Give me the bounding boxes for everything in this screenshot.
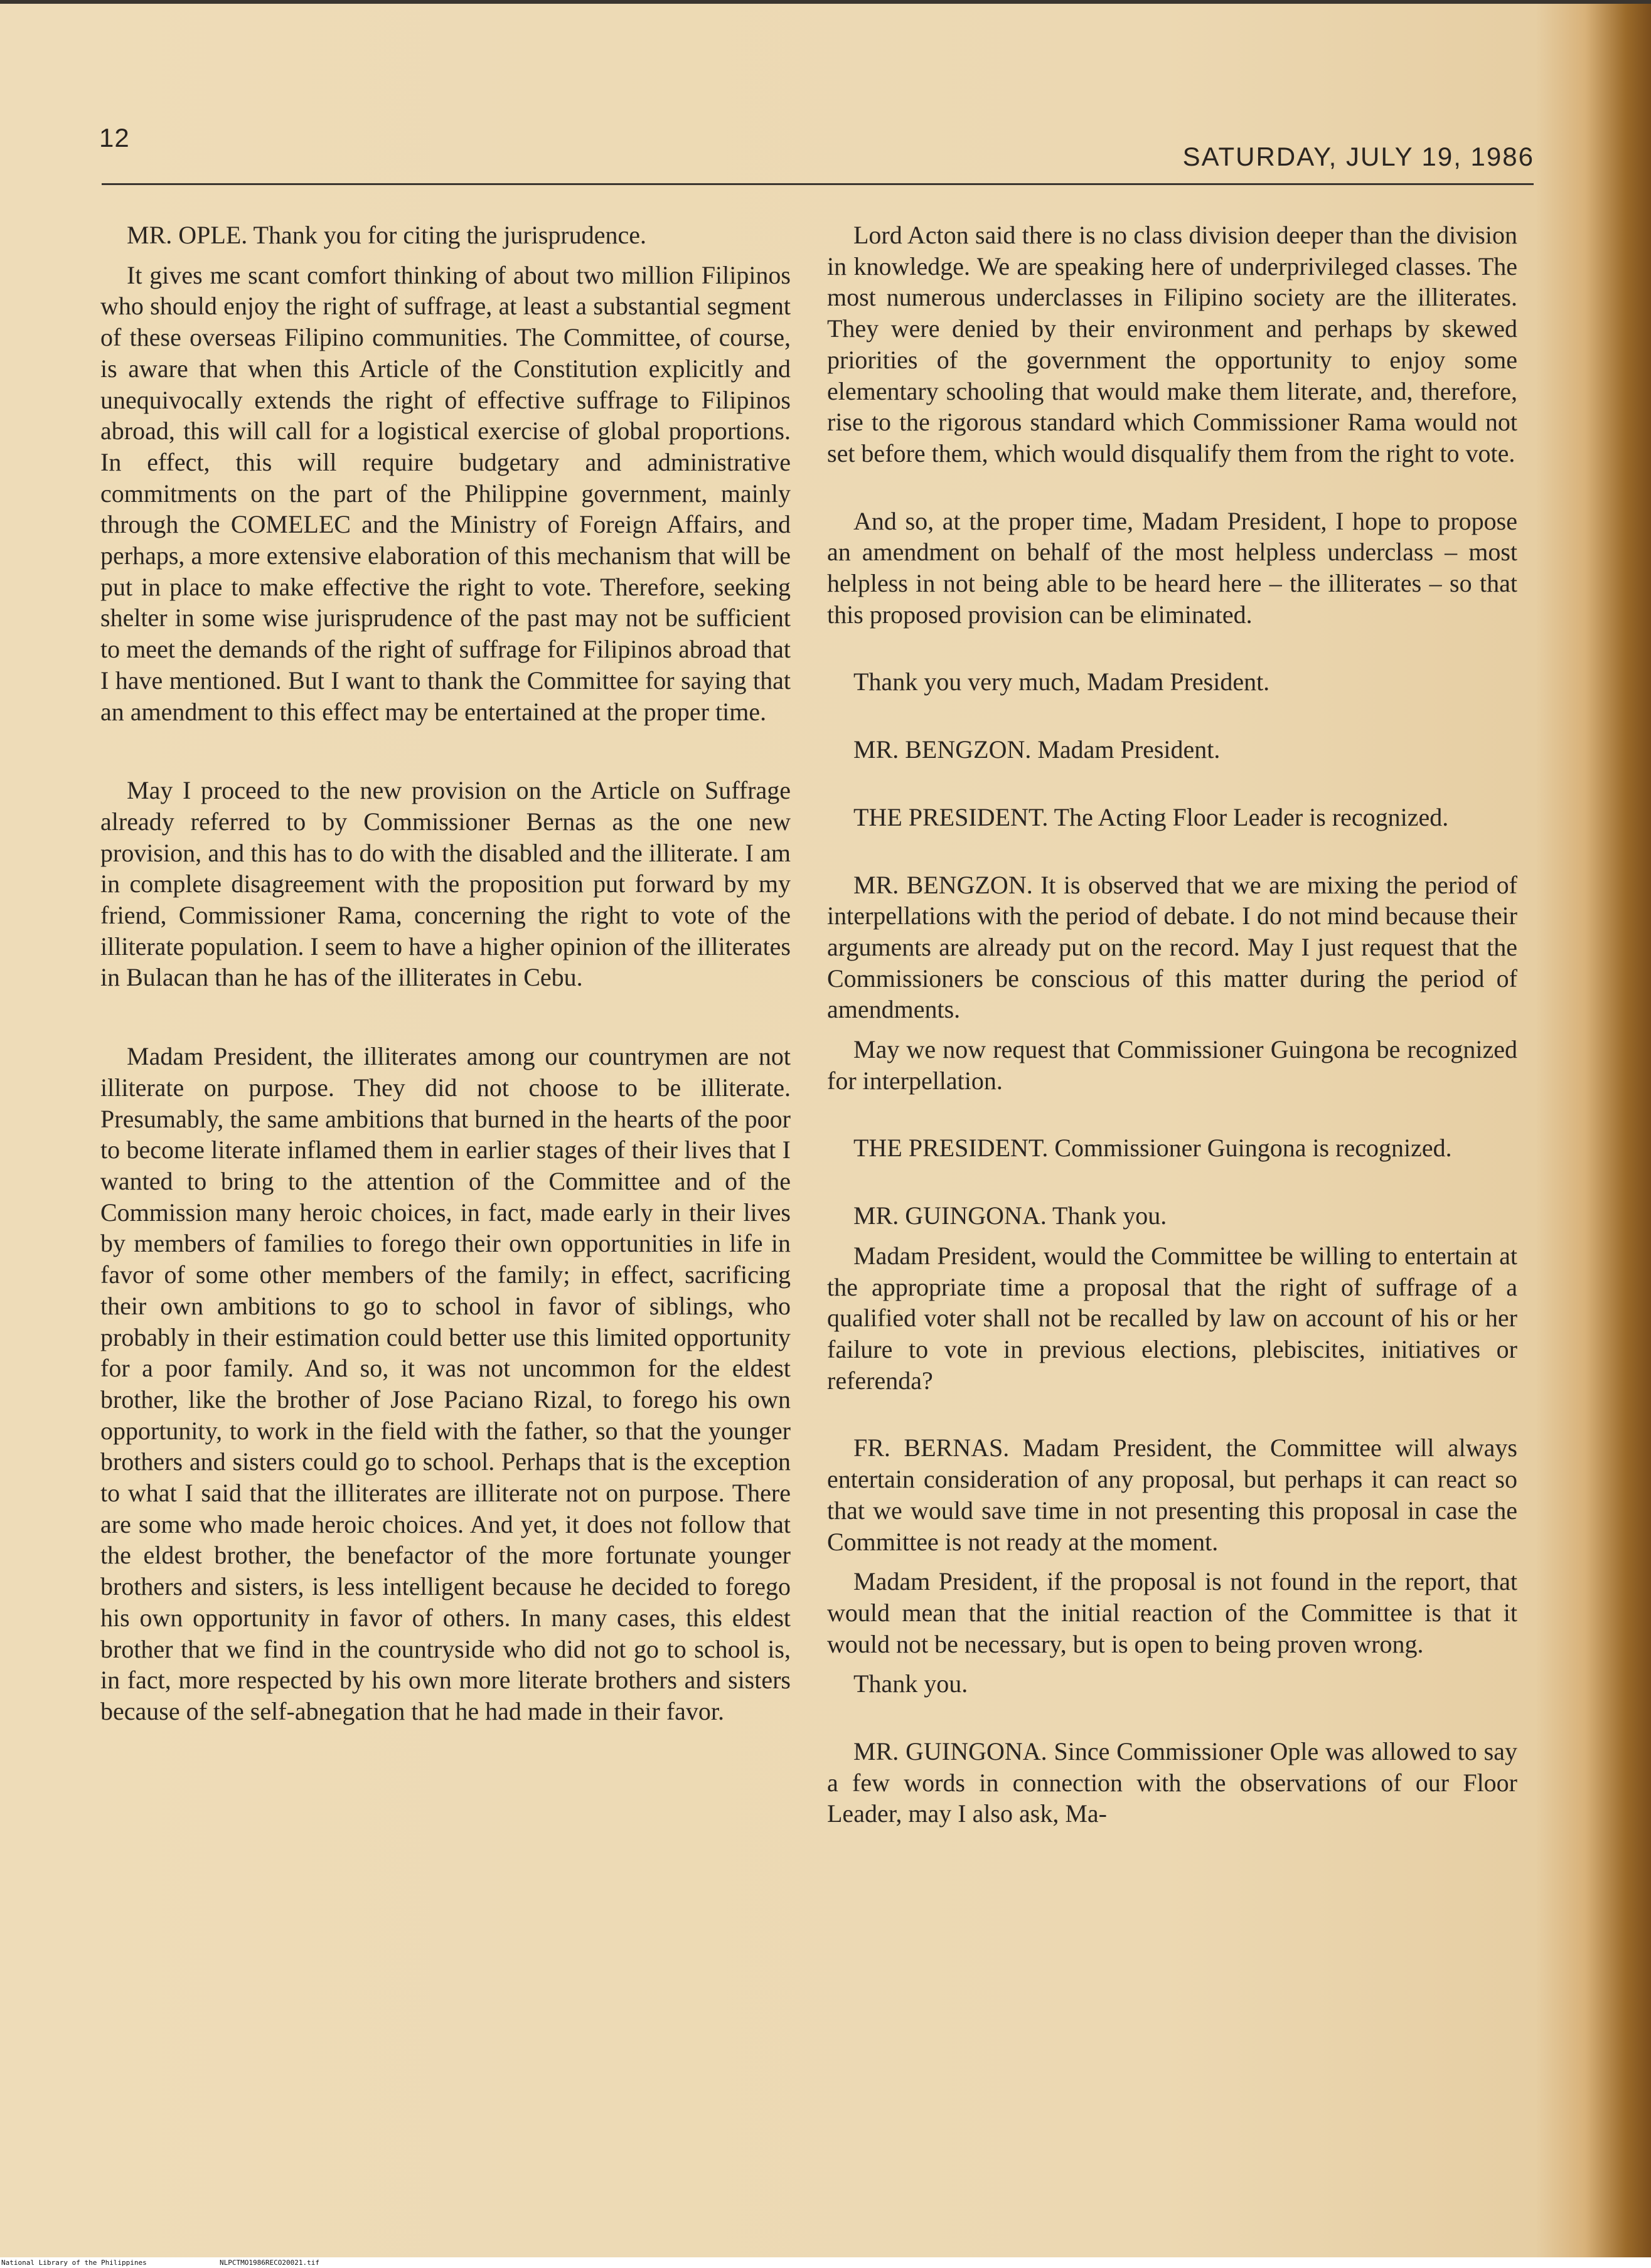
speaker-line: MR. BENGZON. Madam President. bbox=[853, 735, 1221, 764]
right-column bbox=[827, 220, 1517, 1829]
scan-footer bbox=[0, 2257, 1651, 2268]
page-number: 12 bbox=[99, 123, 130, 152]
header-rule bbox=[102, 183, 1534, 185]
paragraph: Thank you very much, Madam President. bbox=[853, 668, 1270, 696]
paragraph: THE PRESIDENT. The Acting Floor Leader is recognized. bbox=[853, 802, 1449, 831]
page-date: SATURDAY, JULY 19, 1986 bbox=[1182, 142, 1534, 171]
top-edge-line bbox=[0, 0, 1651, 4]
footer-filename: NLPCTMO1986RECO20021.tif bbox=[220, 2259, 319, 2267]
footer-library: National Library of the Philippines bbox=[1, 2259, 147, 2267]
paragraph: May I proceed to the new provision on the Article on Suffrage already referred to by Commissioner Bernas as the one new provision, and this has to do with the disabled and the illiterate. I am in complete disagreement with the proposition put forward by my friend, Commissioner Rama, concerning the right to vote of the illiterate population. I seem to have a higher opinion of the illiterates in Bulacan than he has of the illiterates in Cebu. bbox=[100, 776, 791, 992]
paragraph: MR. BENGZON. It is observed that we are mixing the period of interpellations with the period of debate. I do not mind because their arguments are already put on the record. May I just request that the Commissioners be conscious of this matter during the period of amendments. bbox=[827, 870, 1517, 1024]
paragraph: Madam President, if the proposal is not found in the report, that would mean that the initial reaction of the Committee is that it would not be necessary, but is open to being proven wrong. bbox=[827, 1567, 1517, 1658]
speaker-line: MR. GUINGONA. Thank you. bbox=[853, 1201, 1167, 1230]
paragraph: MR. GUINGONA. Since Commissioner Ople was allowed to say a few words in connection with the observations of our Floor Leader, may I also ask, Ma- bbox=[827, 1737, 1517, 1828]
paragraph: Thank you. bbox=[853, 1669, 968, 1698]
paragraph: FR. BERNAS. Madam President, the Committee will always entertain consideration of any proposal, but perhaps it can react so that we would save time in not presenting this proposal in case the Committee is not ready at the moment. bbox=[827, 1434, 1517, 1556]
paragraph: It gives me scant comfort thinking of about two million Filipinos who should enjoy the right of suffrage, at least a substantial segment of these overseas Filipino communities. The Committee, of course, is aware that when this Article of the Constitution explicitly and unequivocally extends the right of effective suffrage to Filipinos abroad, this will call for a logistical exercise of global proportions. In effect, this will require budgetary and administrative commitments on the part of the Philippine government, mainly through the COMELEC and the Ministry of Foreign Affairs, and perhaps, a more extensive elaboration of this mechanism that will be put in place to make effective the right to vote. Therefore, seeking shelter in some wise jurisprudence of the past may not be sufficient to meet the demands of the right of suffrage for Filipinos abroad that I have mentioned. But I want to thank the Committee for saying that an amendment to this effect may be entertained at the proper time. bbox=[100, 260, 791, 726]
paragraph: Madam President, would the Committee be willing to entertain at the appropriate time a proposal that the right of suffrage of a qualified voter shall not be recalled by law on account of his or her failure to vote in previous elections, plebiscites, initiatives or referenda? bbox=[827, 1241, 1517, 1395]
paragraph: Madam President, the illiterates among our countrymen are not illiterate on purpose. They did not choose to be illiterate. Presumably, the same ambitions that burned in the hearts of the poor to become literate inflamed them in earlier stages of their lives that I wanted to bring to the attention of the Committee and of the Commission many heroic choices, in fact, made early in their lives by members of families to forego their own opportunities in life in favor of some other members of the family; in effect, sacrificing their own ambitions to go to school in favor of siblings, who probably in their estimation could better use this limited opportunity for a poor family. And so, it was not uncommon for the eldest brother, like the brother of Jose Paciano Rizal, to forego his own opportunity, to work in the field with the father, so that the younger brothers and sisters could go to school. Perhaps that is the exception to what I said that the illiterates are illiterate not on purpose. There are some who made heroic choices. And yet, it does not follow that the eldest brother, the benefactor of the more fortunate younger brothers and sisters, is less intelligent because he decided to forego his own opportunity in favor of others. In many cases, this eldest brother that we find in the countryside who did not go to school is, in fact, more respected by his own more literate brothers and sisters because of the self-abnegation that he had made in their favor. bbox=[100, 1042, 791, 1725]
paragraph: MR. OPLE. Thank you for citing the jurisprudence. bbox=[127, 221, 647, 249]
paragraph: May we now request that Commissioner Guingona be recognized for interpellation. bbox=[827, 1035, 1517, 1095]
left-column bbox=[100, 220, 791, 1727]
paragraph: And so, at the proper time, Madam President, I hope to propose an amendment on behalf of the most helpless underclass – most helpless in not being able to be heard here – the illiterates – so that this proposed provision can be eliminated. bbox=[827, 506, 1517, 629]
paragraph: Lord Acton said there is no class division deeper than the division in knowledge. We are speaking here of underprivileged classes. The most numerous underclasses in Filipino society are the illiterates. They were denied by their environment and perhaps by skewed priorities of the government the opportunity to enjoy some elementary schooling that would make them literate, and, therefore, rise to the rigorous standard which Commissioner Rama would not set before them, which would disqualify them from the right to vote. bbox=[827, 221, 1517, 467]
paragraph: THE PRESIDENT. Commissioner Guingona is recognized. bbox=[853, 1134, 1452, 1163]
